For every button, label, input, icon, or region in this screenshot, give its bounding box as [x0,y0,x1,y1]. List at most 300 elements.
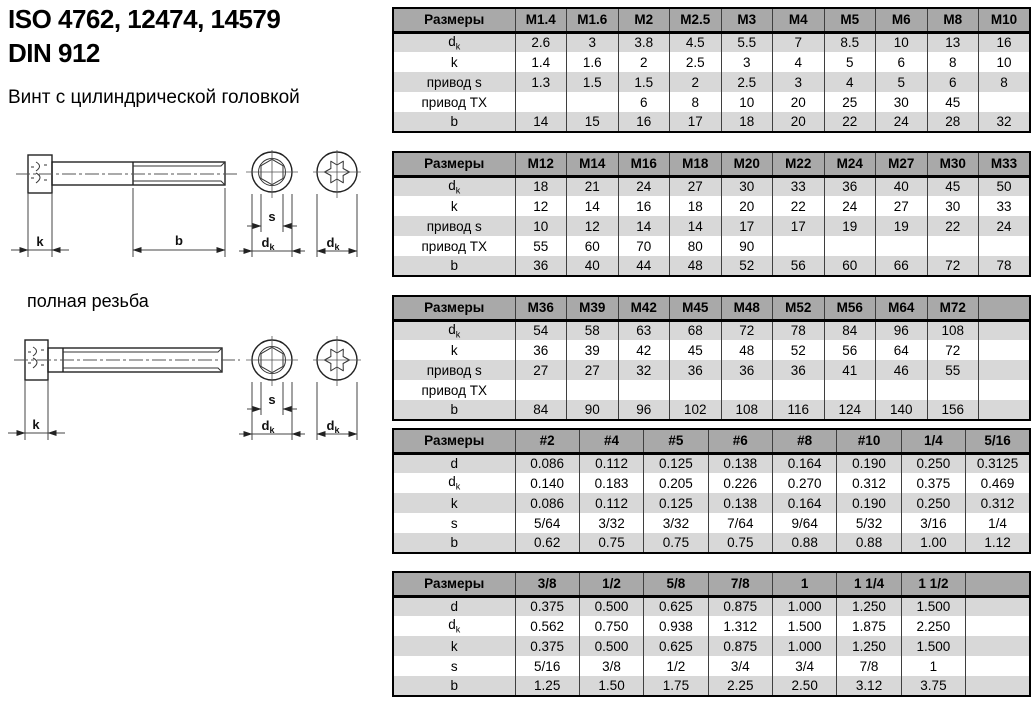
value-cell: 54 [515,320,567,340]
value-cell: 0.88 [773,533,837,553]
value-cell: 1.12 [966,533,1030,553]
size-header-cell: Размеры [393,152,515,176]
value-cell [927,380,979,400]
value-cell: 10 [515,216,567,236]
dimension-s-label: s [268,209,276,224]
table-row [393,360,1030,380]
value-cell: 1/4 [966,513,1030,533]
value-cell: 0.226 [708,473,772,493]
value-cell: 96 [618,400,670,420]
table-row [393,236,1030,256]
size-header-cell: Размеры [393,429,515,453]
column-header-cell: M14 [567,152,619,176]
value-cell: 1.5 [567,72,619,92]
value-cell: 36 [515,256,567,276]
column-header-cell: M18 [670,152,722,176]
value-cell [876,236,928,256]
value-cell: 78 [979,256,1031,276]
torx-end-view [313,336,361,440]
value-cell [979,400,1031,420]
value-cell [567,92,619,112]
value-cell: 52 [773,340,825,360]
value-cell: 24 [876,112,928,132]
value-cell [773,236,825,256]
value-cell: 45 [927,176,979,196]
value-cell: 12 [515,196,567,216]
value-cell: 1.5 [618,72,670,92]
value-cell: 22 [824,112,876,132]
dimension-b-label: b [175,233,183,248]
value-cell: 58 [567,320,619,340]
table-row [393,636,1030,656]
socket-profile-icon [28,347,44,368]
row-label-cell: k [393,493,515,513]
value-cell [979,92,1031,112]
value-cell: 18 [515,176,567,196]
value-cell: 2.6 [515,32,567,52]
value-cell: 21 [567,176,619,196]
value-cell: 4 [824,72,876,92]
value-cell: 36 [670,360,722,380]
value-cell [515,380,567,400]
value-cell: 124 [824,400,876,420]
table-row [393,216,1030,236]
value-cell: 3/32 [579,513,643,533]
value-cell: 27 [670,176,722,196]
value-cell: 1.00 [901,533,965,553]
value-cell: 2.5 [670,52,722,72]
screw-shank [52,162,225,185]
column-header-cell: M1.6 [567,8,619,32]
value-cell: 2 [670,72,722,92]
dimension-dk-label: $d_k$ [326,235,340,252]
value-cell [979,236,1031,256]
value-cell: 13 [927,32,979,52]
value-cell: 56 [824,340,876,360]
value-cell: 1.4 [515,52,567,72]
row-label-cell: s [393,656,515,676]
value-cell: 0.086 [515,493,579,513]
value-cell: 8 [979,72,1031,92]
value-cell: 17 [670,112,722,132]
column-header-cell: M2.5 [670,8,722,32]
value-cell: 1.000 [773,636,837,656]
column-header-cell: M39 [567,296,619,320]
value-cell: 40 [876,176,928,196]
value-cell: 0.625 [644,596,708,616]
value-cell: 5 [876,72,928,92]
value-cell: 56 [773,256,825,276]
value-cell: 19 [824,216,876,236]
value-cell: 6 [927,72,979,92]
value-cell: 1.75 [644,676,708,696]
value-cell: 42 [618,340,670,360]
value-cell: 1.25 [515,676,579,696]
column-header-cell: #5 [644,429,708,453]
dimension-dk-label: $d_k$ [261,235,275,252]
screw-side-view [16,155,240,193]
value-cell [670,380,722,400]
row-label-cell: k [393,52,515,72]
column-header-cell: M27 [876,152,928,176]
table-row [393,32,1030,52]
value-cell: 10 [876,32,928,52]
value-cell: 1.500 [901,636,965,656]
value-cell: 1.250 [837,596,901,616]
value-cell: 2.50 [773,676,837,696]
value-cell: 16 [618,112,670,132]
value-cell: 14 [515,112,567,132]
value-cell: 6 [876,52,928,72]
value-cell: 70 [618,236,670,256]
value-cell: 5 [824,52,876,72]
value-cell: 66 [876,256,928,276]
table-row [393,380,1030,400]
column-header-cell: #6 [708,429,772,453]
row-label-cell: привод TX [393,92,515,112]
value-cell: 0.562 [515,616,579,636]
value-cell: 108 [721,400,773,420]
value-cell: 24 [618,176,670,196]
value-cell: 0.125 [644,493,708,513]
column-header-cell: 5/16 [966,429,1030,453]
value-cell: 64 [876,340,928,360]
row-label-cell: b [393,256,515,276]
value-cell [515,92,567,112]
value-cell [966,656,1030,676]
value-cell: 1.000 [773,596,837,616]
value-cell: 0.250 [901,493,965,513]
value-cell: 102 [670,400,722,420]
value-cell: 18 [670,196,722,216]
value-cell: 48 [721,340,773,360]
column-header-cell: M4 [773,8,825,32]
value-cell: 39 [567,340,619,360]
value-cell: 0.138 [708,493,772,513]
value-cell: 72 [927,340,979,360]
value-cell: 0.312 [966,493,1030,513]
column-header-cell: M56 [824,296,876,320]
value-cell: 0.75 [644,533,708,553]
page-title [8,2,280,71]
value-cell: 22 [773,196,825,216]
table-row [393,52,1030,72]
value-cell: 0.312 [837,473,901,493]
value-cell: 32 [979,112,1031,132]
value-cell: 0.112 [579,453,643,473]
column-header-cell: M45 [670,296,722,320]
row-label-cell: привод TX [393,236,515,256]
column-header-cell: M3 [721,8,773,32]
column-header-cell: #8 [773,429,837,453]
table-row [393,493,1030,513]
value-cell: 0.875 [708,596,772,616]
value-cell: 0.086 [515,453,579,473]
value-cell: 0.875 [708,636,772,656]
value-cell: 1.250 [837,636,901,656]
table-row [393,513,1030,533]
value-cell: 0.164 [773,493,837,513]
row-label-cell: b [393,676,515,696]
value-cell: 44 [618,256,670,276]
row-label-cell: k [393,636,515,656]
column-header-cell: #2 [515,429,579,453]
column-header-cell: M8 [927,8,979,32]
value-cell: 3.75 [901,676,965,696]
column-header-cell: 1/4 [901,429,965,453]
value-cell: 22 [927,216,979,236]
thread-lines [133,162,225,185]
column-header-cell: 5/8 [644,572,708,596]
value-cell: 90 [567,400,619,420]
size-header-cell: Размеры [393,572,515,596]
row-label-cell: s [393,513,515,533]
value-cell: 24 [824,196,876,216]
value-cell: 0.164 [773,453,837,473]
value-cell: 2.25 [708,676,772,696]
value-cell: 0.375 [901,473,965,493]
dimension-k [8,380,65,440]
column-header-cell: M42 [618,296,670,320]
column-header-cell: M1.4 [515,8,567,32]
value-cell: 14 [618,216,670,236]
size-header-cell: Размеры [393,296,515,320]
value-cell: 3/4 [708,656,772,676]
column-header-cell [966,572,1030,596]
row-label-cell: привод s [393,360,515,380]
row-label-cell: k [393,196,515,216]
value-cell: 27 [515,360,567,380]
value-cell: 15 [567,112,619,132]
value-cell [966,616,1030,636]
column-header-cell: M30 [927,152,979,176]
value-cell: 0.500 [579,636,643,656]
column-header-cell: 1 1/2 [901,572,965,596]
title-iso: ISO 4762, 12474, 14579 [8,4,281,34]
value-cell: 48 [670,256,722,276]
dimension-dk-label: $d_k$ [326,418,340,435]
dimension-table-metric-medium [392,151,1031,277]
column-header-cell: M16 [618,152,670,176]
value-cell: 0.62 [515,533,579,553]
column-header-cell: M10 [979,8,1031,32]
column-header-cell: M24 [824,152,876,176]
value-cell: 3.12 [837,676,901,696]
value-cell: 1.50 [579,676,643,696]
value-cell: 1 [901,656,965,676]
value-cell [966,636,1030,656]
value-cell: 84 [515,400,567,420]
value-cell: 1.3 [515,72,567,92]
value-cell: 27 [567,360,619,380]
value-cell: 0.3125 [966,453,1030,473]
value-cell: 3/4 [773,656,837,676]
row-label-cell: $d_k$ [393,473,515,493]
value-cell: 0.500 [579,596,643,616]
row-label-cell: привод s [393,72,515,92]
socket-profile-icon [31,162,47,183]
value-cell: 33 [773,176,825,196]
value-cell [979,320,1031,340]
value-cell: 0.205 [644,473,708,493]
dimension-table-metric-small [392,7,1031,133]
value-cell: 3/8 [579,656,643,676]
value-cell: 156 [927,400,979,420]
value-cell: 60 [567,236,619,256]
table-row [393,176,1030,196]
value-cell: 0.88 [837,533,901,553]
value-cell: 9/64 [773,513,837,533]
size-header-cell: Размеры [393,8,515,32]
full-thread-label: полная резьба [27,291,149,311]
value-cell: 27 [876,196,928,216]
value-cell: 116 [773,400,825,420]
value-cell: 10 [979,52,1031,72]
value-cell: 78 [773,320,825,340]
value-cell: 5/32 [837,513,901,533]
table-row [393,72,1030,92]
value-cell: 80 [670,236,722,256]
value-cell: 2.250 [901,616,965,636]
value-cell: 46 [876,360,928,380]
value-cell: 45 [670,340,722,360]
value-cell: 0.250 [901,453,965,473]
value-cell: 90 [721,236,773,256]
value-cell: 0.270 [773,473,837,493]
column-header-cell: #10 [837,429,901,453]
row-label-cell: привод s [393,216,515,236]
value-cell: 63 [618,320,670,340]
column-header-cell: M2 [618,8,670,32]
column-header-cell: M72 [927,296,979,320]
value-cell [773,380,825,400]
value-cell: 0.75 [579,533,643,553]
table-row [393,616,1030,636]
table-row [393,656,1030,676]
value-cell: 0.112 [579,493,643,513]
value-cell: 12 [567,216,619,236]
value-cell: 3 [567,32,619,52]
value-cell: 36 [721,360,773,380]
value-cell: 41 [824,360,876,380]
column-header-cell: M22 [773,152,825,176]
value-cell: 108 [927,320,979,340]
screw-drawing-partial-thread [0,150,390,262]
value-cell: 8 [670,92,722,112]
value-cell: 3 [773,72,825,92]
value-cell: 60 [824,256,876,276]
table-row [393,320,1030,340]
value-cell: 5.5 [721,32,773,52]
value-cell [979,360,1031,380]
value-cell: 55 [927,360,979,380]
value-cell: 68 [670,320,722,340]
row-label-cell: привод TX [393,380,515,400]
value-cell: 55 [515,236,567,256]
row-label-cell: d [393,596,515,616]
column-header-cell: 7/8 [708,572,772,596]
value-cell: 30 [721,176,773,196]
value-cell: 20 [721,196,773,216]
header-row [393,572,1030,596]
value-cell: 0.190 [837,493,901,513]
table-row [393,92,1030,112]
value-cell: 17 [721,216,773,236]
column-header-cell: 1 1/4 [837,572,901,596]
hex-socket-end-view [239,150,305,257]
column-header-cell: M64 [876,296,928,320]
row-label-cell: k [393,340,515,360]
value-cell: 1.500 [773,616,837,636]
value-cell: 50 [979,176,1031,196]
value-cell: 1.312 [708,616,772,636]
table-row [393,256,1030,276]
value-cell [966,676,1030,696]
value-cell [979,380,1031,400]
table-row [393,676,1030,696]
value-cell: 30 [876,92,928,112]
value-cell: 45 [927,92,979,112]
row-label-cell: d [393,453,515,473]
value-cell: 0.183 [579,473,643,493]
value-cell [979,340,1031,360]
value-cell [876,380,928,400]
value-cell: 3/32 [644,513,708,533]
row-label-cell: b [393,112,515,132]
value-cell: 36 [515,340,567,360]
column-header-cell: M20 [721,152,773,176]
row-label-cell: $d_k$ [393,32,515,52]
row-label-cell: $d_k$ [393,176,515,196]
value-cell: 1.500 [901,596,965,616]
value-cell: 36 [773,360,825,380]
value-cell: 17 [773,216,825,236]
dimension-table-inch-large [392,571,1031,697]
value-cell: 7 [773,32,825,52]
value-cell: 33 [979,196,1031,216]
dimension-table-metric-large [392,295,1031,421]
value-cell: 3/16 [901,513,965,533]
value-cell [927,236,979,256]
value-cell: 5/16 [515,656,579,676]
torx-end-view [313,150,361,257]
value-cell: 4.5 [670,32,722,52]
header-row [393,152,1030,176]
value-cell: 52 [721,256,773,276]
table-row [393,533,1030,553]
table-row [393,400,1030,420]
column-header-cell: M6 [876,8,928,32]
value-cell: 0.625 [644,636,708,656]
column-header-cell: 1 [773,572,837,596]
value-cell: 4 [773,52,825,72]
value-cell: 3 [721,52,773,72]
row-label-cell: $d_k$ [393,320,515,340]
value-cell: 24 [979,216,1031,236]
value-cell: 0.75 [708,533,772,553]
dimension-b [133,188,225,257]
hex-socket-end-view [239,336,305,440]
value-cell: 1.875 [837,616,901,636]
value-cell: 18 [721,112,773,132]
value-cell: 36 [824,176,876,196]
value-cell: 0.375 [515,636,579,656]
column-header-cell: #4 [579,429,643,453]
value-cell: 19 [876,216,928,236]
value-cell: 7/8 [837,656,901,676]
table-row [393,453,1030,473]
value-cell [824,380,876,400]
